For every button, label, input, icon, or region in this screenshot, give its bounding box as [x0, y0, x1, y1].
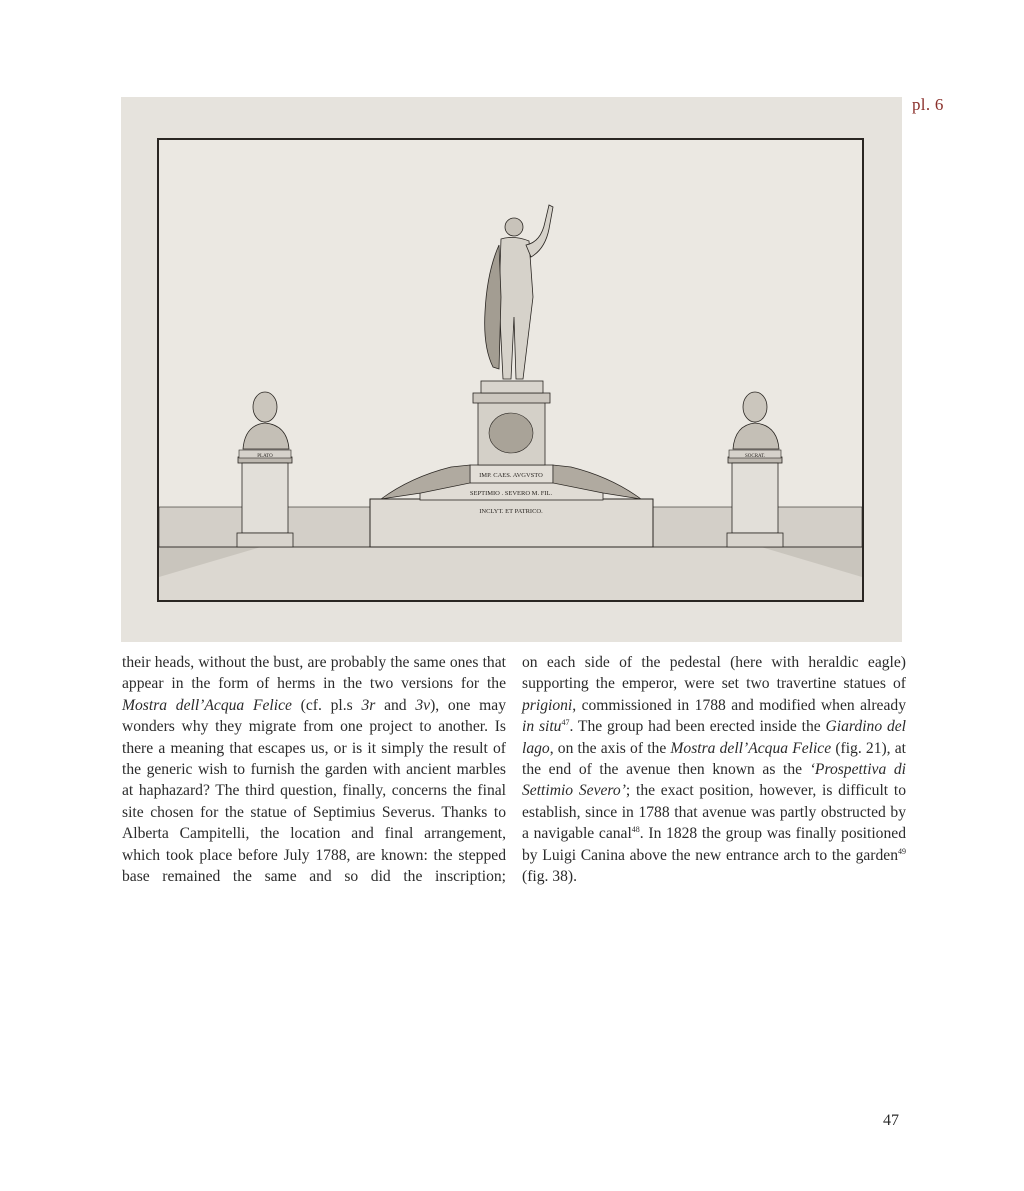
inscription-line-2: SEPTIMIO . SEVERO M. FIL.	[469, 490, 553, 497]
italic-term: ‘Prospettiva di Settimio Severo’	[522, 761, 906, 800]
text-run: (fig. 38).	[522, 868, 577, 886]
text-run: (fig. 21), at the end of the avenue then known as the	[522, 739, 906, 779]
ground-plane	[159, 547, 862, 600]
text-run: ; the exact position, however, is difficult to establish, since in 1788 that avenue was partly obstructed by a navigable canal	[522, 782, 906, 843]
monument-drawing	[121, 97, 902, 642]
footnote-ref[interactable]: 47	[561, 718, 570, 728]
footnote-ref[interactable]: 48	[631, 825, 640, 835]
text-run: and	[375, 696, 416, 714]
plate-ref: 3v	[415, 696, 431, 714]
text-column-right	[522, 652, 906, 887]
text-run: ), one may wonders why they migrate from one project to another. Is there a meaning that escapes us, or is it simply the result of the generic wish to furnish the garden with ancient marbles at haphazard? The third question, finally, concerns the final site chosen for the statue of Septimius Severus. Thanks to Alberta Campitelli, the location and final arrangement, which took place before July 1788, are known: the stepped base remained the same and so did the inscription;	[122, 696, 507, 886]
text-run: . In 1828 the group was finally positioned by Luigi Canina above the new entrance arch to the garden	[522, 825, 906, 864]
text-run: , on the axis of the	[549, 739, 671, 757]
inscription-line-3: INCLYT. ET PATRICO.	[479, 508, 543, 515]
text-run: on each side of the pedestal (here with heraldic eagle) supporting the emperor, were set two travertine statues of	[522, 654, 906, 693]
italic-term: Giardino del lago	[522, 718, 907, 757]
page-number: 47	[883, 1112, 899, 1129]
text-run: . The group had been erected inside the	[569, 718, 826, 736]
text-run: , commissioned in 1788 and modified when already	[572, 696, 906, 714]
italic-title: Mostra dell’Acqua Felice	[122, 696, 292, 714]
plate-number: pl. 6	[912, 95, 944, 114]
italic-term: in situ	[522, 718, 562, 736]
inscription	[470, 472, 553, 515]
footnote-ref[interactable]: 49	[898, 846, 906, 856]
text-run: (cf. pl.s	[291, 696, 362, 714]
bust-label-right: SOCRAT.	[744, 454, 766, 459]
italic-term: prigioni	[522, 696, 573, 714]
text-column-left	[122, 652, 506, 887]
paragraph	[122, 652, 506, 887]
text-run: their heads, without the bust, are probably the same ones that appear in the form of herms in the two versions for the	[122, 654, 506, 693]
paragraph	[522, 652, 906, 887]
bust-label-left: PLATO	[257, 454, 273, 459]
plate-ref: 3r	[361, 696, 376, 714]
plate-drawing	[121, 97, 902, 642]
inscription-line-1: IMP. CAES. AVGVSTO	[479, 472, 543, 479]
italic-term: Mostra dell’Acqua Felice	[670, 739, 832, 757]
